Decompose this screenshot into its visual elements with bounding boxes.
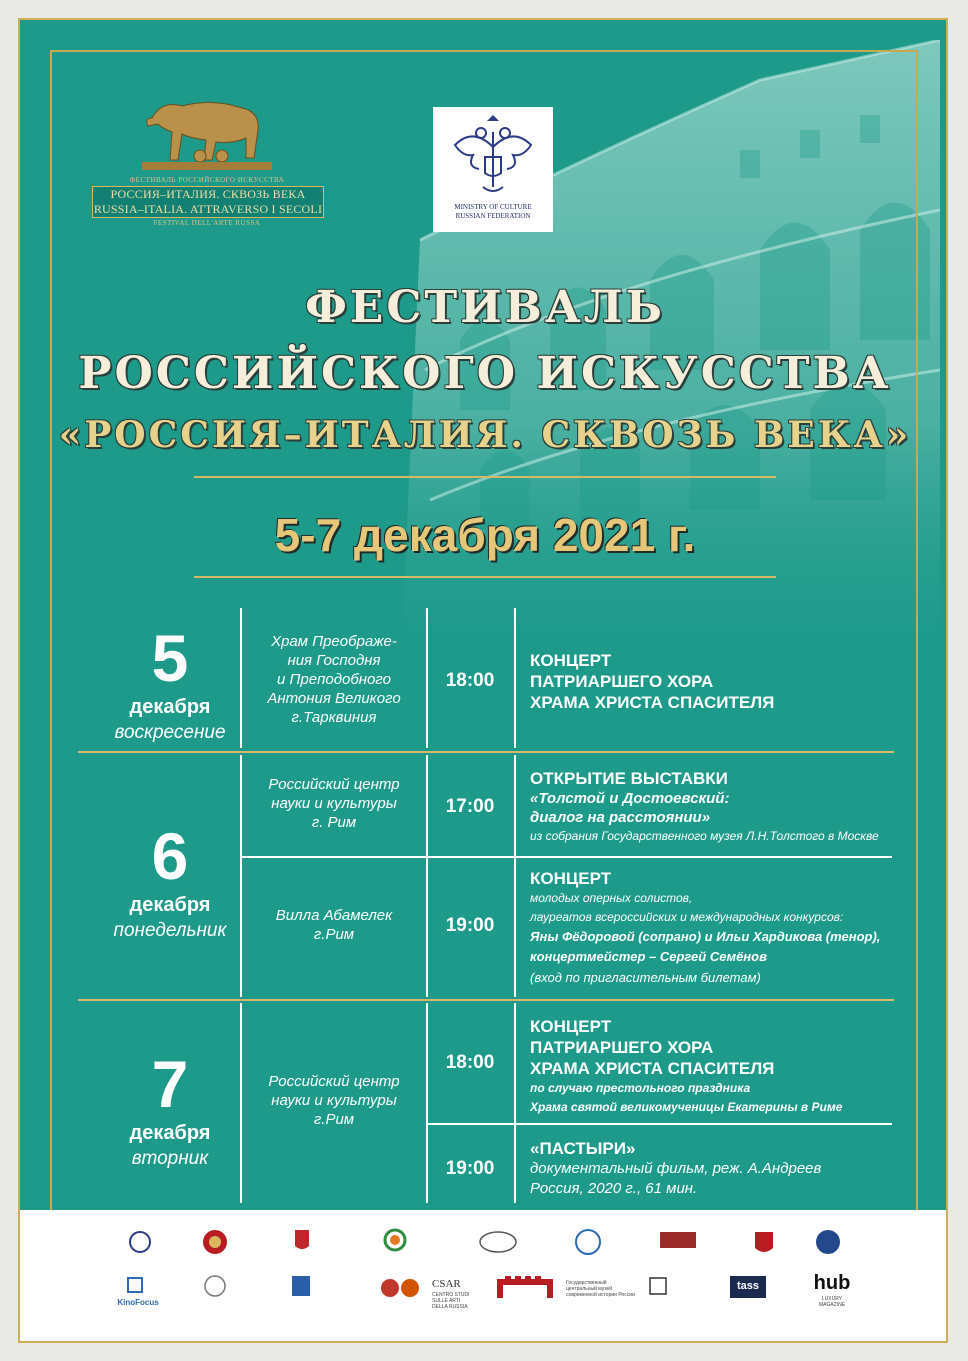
csar-sub: CENTRO STUDI SULLE ARTI DELLA RUSSIA <box>432 1292 470 1310</box>
logo-band <box>92 186 324 218</box>
festival-dates: 5-7 декабря 2021 г. <box>274 509 696 561</box>
title-divider <box>194 476 776 478</box>
building-icon <box>650 1278 666 1294</box>
event-day5 <box>530 650 930 713</box>
hub-label: hub <box>813 1272 851 1294</box>
venue-line: науки и культуры <box>271 795 397 812</box>
day-month: декабря <box>129 696 211 718</box>
venue-day7 <box>242 1072 426 1129</box>
event-day7-1 <box>530 1016 930 1117</box>
event-line: КОНЦЕРТ <box>530 651 612 670</box>
venue-day6-1 <box>242 775 426 832</box>
event-line: документальный фильм, реж. А.Андреев <box>530 1160 822 1177</box>
event-day7-2 <box>530 1138 930 1199</box>
day-6 <box>80 820 260 944</box>
table-vline <box>514 1003 516 1203</box>
dates-divider <box>194 576 776 578</box>
partners-strip <box>20 1210 948 1343</box>
event-title: «ПАСТЫРИ» <box>530 1139 636 1158</box>
venue-line: Храм Преображе- <box>271 633 397 650</box>
event-line: ХРАМА ХРИСТА СПАСИТЕЛЯ <box>530 1059 775 1078</box>
csar-label: CSAR <box>432 1278 461 1290</box>
table-hline <box>242 856 892 858</box>
event-line: ХРАМА ХРИСТА СПАСИТЕЛЯ <box>530 693 775 712</box>
title-line-1: ФЕСТИВАЛЬ <box>305 282 665 333</box>
tolstoy-museum-icon <box>660 1232 696 1248</box>
day-7 <box>80 1048 260 1172</box>
museum-mark-icon <box>480 1232 516 1252</box>
time-day6-1: 17:00 <box>445 796 495 817</box>
emblem-icon <box>203 1230 227 1254</box>
kinofocus-label: KinoFocus <box>117 1298 159 1307</box>
day-weekday: воскресение <box>114 722 226 743</box>
hub-sub: LUXURY MAGAZINE <box>818 1296 846 1308</box>
star-icon <box>816 1230 840 1254</box>
ministry-line-2: RUSSIAN FEDERATION <box>455 212 531 220</box>
table-hline <box>428 1123 892 1125</box>
dove-icon <box>576 1230 600 1254</box>
tass-label: tass <box>736 1280 760 1292</box>
venue-line: г.Тарквиния <box>291 709 377 726</box>
event-line: ПАТРИАРШЕГО ХОРА <box>530 1038 714 1057</box>
event-note: из собрания Государственного музея Л.Н.Толстого в Москве <box>530 829 879 843</box>
logo-bottom-text: FESTIVAL DELL'ARTE RUSSA <box>153 219 261 227</box>
time-day7-2: 19:00 <box>445 1158 495 1179</box>
day-divider-1 <box>78 751 894 753</box>
venue-line: Российский центр <box>268 776 400 793</box>
event-sub: диалог на расстоянии» <box>530 809 711 826</box>
event-line: Яны Фёдоровой (сопрано) и Ильи Хардикова (тенор), <box>530 929 881 944</box>
rosette-icon <box>381 1279 419 1297</box>
venue-line: науки и культуры <box>271 1092 397 1109</box>
event-line: (вход по пригласительным билетам) <box>530 970 761 985</box>
logo-top-text: ФЕСТИВАЛЬ РОССИЙСКОГО ИСКУССТВА <box>129 176 285 184</box>
event-day6-2 <box>530 868 930 989</box>
event-line: молодых оперных солистов, <box>530 891 693 905</box>
time-day6-2: 19:00 <box>445 915 495 936</box>
academy-icon <box>205 1276 225 1296</box>
event-line: ПАТРИАРШЕГО ХОРА <box>530 672 714 691</box>
event-sub: «Толстой и Достоевский: <box>530 790 730 807</box>
day-weekday: понедельник <box>113 920 227 941</box>
day-month: декабря <box>129 894 211 916</box>
venue-line: ния Господня <box>287 652 381 669</box>
day-month: декабря <box>129 1122 211 1144</box>
event-line: Россия, 2020 г., 61 мин. <box>530 1180 698 1197</box>
logo-line-it: RUSSIA–ITALIA. ATTRAVERSO I SECOLI <box>93 202 323 216</box>
day-number: 5 <box>151 621 189 695</box>
venue-line: г.Рим <box>313 926 355 943</box>
poster <box>18 18 948 1343</box>
day-number: 6 <box>151 819 189 893</box>
day-5 <box>80 622 260 746</box>
venue-day6-2 <box>242 906 426 944</box>
venue-line: Вилла Абамелек <box>275 907 393 924</box>
fresco-icon <box>292 1276 310 1296</box>
event-title: ОТКРЫТИЕ ВЫСТАВКИ <box>530 769 728 788</box>
ministry-text <box>433 203 553 221</box>
day-divider-2 <box>78 999 894 1001</box>
table-vline <box>514 608 516 748</box>
ring-icon <box>385 1230 405 1250</box>
venue-line: Российский центр <box>268 1073 400 1090</box>
event-line: лауреатов всероссийских и международных конкурсов: <box>530 910 844 924</box>
festival-logo <box>82 78 332 228</box>
venue-day5 <box>242 632 426 727</box>
venue-line: Антония Великого <box>267 690 401 707</box>
event-day6-1 <box>530 768 930 846</box>
time-day5: 18:00 <box>445 670 495 691</box>
day-number: 7 <box>151 1047 189 1121</box>
day-weekday: вторник <box>131 1148 209 1169</box>
museum-note: Государственный центральный музей современной истории России <box>566 1280 635 1298</box>
embassy-icon <box>295 1230 309 1249</box>
shield-icon <box>755 1232 773 1252</box>
double-headed-eagle-icon <box>433 107 553 203</box>
event-line: Храма святой великомученицы Екатерины в Риме <box>530 1100 843 1114</box>
ministry-line-1: MINISTRY OF CULTURE <box>454 203 532 211</box>
ministry-small-icon <box>130 1232 150 1252</box>
event-title: КОНЦЕРТ <box>530 869 612 888</box>
arch-icon <box>500 1276 550 1298</box>
event-line: КОНЦЕРТ <box>530 1017 612 1036</box>
time-day7-1: 18:00 <box>445 1052 495 1073</box>
event-line: по случаю престольного праздника <box>530 1081 751 1095</box>
ministry-logo <box>433 107 553 232</box>
title-line-2: РОССИЙСКОГО ИСКУССТВА <box>78 348 892 399</box>
venue-line: и Преподобного <box>277 671 391 688</box>
kinofocus-icon <box>128 1278 142 1292</box>
partner-logos <box>20 1210 948 1343</box>
table-vline <box>514 755 516 997</box>
she-wolf-icon <box>82 78 332 174</box>
table-vline <box>426 755 428 997</box>
event-line: концертмейстер – Сергей Семёнов <box>530 949 767 964</box>
venue-line: г.Рим <box>313 1111 355 1128</box>
venue-line: г. Рим <box>311 814 357 831</box>
logo-line-ru: РОССИЯ–ИТАЛИЯ. СКВОЗЬ ВЕКА <box>110 187 306 201</box>
title-line-3: «РОССИЯ–ИТАЛИЯ. СКВОЗЬ ВЕКА» <box>58 414 912 456</box>
